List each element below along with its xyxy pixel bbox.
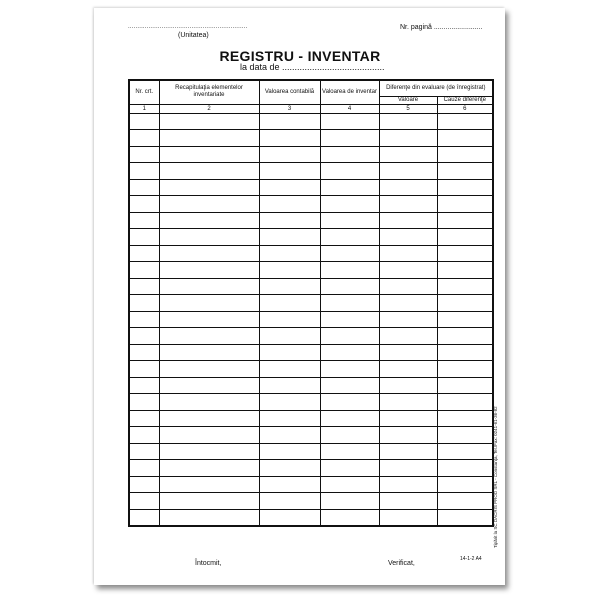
table-cell: [259, 196, 320, 213]
table-cell: [320, 163, 379, 180]
table-cell: [320, 278, 379, 295]
verified-by-label: Verificat,: [388, 560, 415, 567]
table-cell: [159, 113, 259, 130]
table-cell: [129, 394, 159, 411]
table-cell: [437, 113, 493, 130]
table-cell: [159, 130, 259, 147]
table-row: [129, 394, 493, 411]
table-cell: [129, 443, 159, 460]
table-row: [129, 163, 493, 180]
table-cell: [379, 245, 437, 262]
table-cell: [437, 262, 493, 279]
table-cell: [437, 245, 493, 262]
date-line: la data de .........................................: [240, 62, 385, 72]
table-cell: [159, 311, 259, 328]
table-cell: [129, 113, 159, 130]
table-cell: [259, 443, 320, 460]
table-cell: [259, 394, 320, 411]
table-cell: [129, 311, 159, 328]
table-row: [129, 278, 493, 295]
table-cell: [379, 196, 437, 213]
table-cell: [129, 328, 159, 345]
table-cell: [437, 146, 493, 163]
table-cell: [320, 509, 379, 526]
table-cell: [437, 212, 493, 229]
table-cell: [320, 262, 379, 279]
table-cell: [259, 427, 320, 444]
table-cell: [159, 212, 259, 229]
subcol-header-value: Valoare: [379, 96, 437, 104]
col-header-nr-crt: Nr. crt.: [129, 80, 159, 104]
table-cell: [437, 278, 493, 295]
column-number: 3: [259, 104, 320, 113]
table-cell: [129, 163, 159, 180]
table-cell: [437, 509, 493, 526]
table-row: [129, 361, 493, 378]
table-cell: [259, 245, 320, 262]
column-number-row: [129, 104, 493, 113]
table-row: [129, 179, 493, 196]
table-cell: [320, 410, 379, 427]
column-number: 6: [437, 104, 493, 113]
unit-label: (Unitatea): [178, 32, 209, 39]
table-cell: [379, 493, 437, 510]
table-row: [129, 443, 493, 460]
table-cell: [159, 196, 259, 213]
table-cell: [259, 410, 320, 427]
subcol-header-causes: Cauze diferenţe: [437, 96, 493, 104]
table-cell: [259, 212, 320, 229]
table-cell: [259, 295, 320, 312]
table-cell: [159, 361, 259, 378]
table-cell: [379, 212, 437, 229]
table-cell: [437, 179, 493, 196]
table-cell: [159, 476, 259, 493]
table-row: [129, 410, 493, 427]
table-cell: [437, 361, 493, 378]
table-cell: [320, 328, 379, 345]
prepared-by-label: Întocmit,: [195, 560, 222, 567]
inventory-table: [128, 79, 494, 527]
table-cell: [159, 344, 259, 361]
table-cell: [320, 179, 379, 196]
table-cell: [320, 377, 379, 394]
table-cell: [379, 377, 437, 394]
table-cell: [320, 460, 379, 477]
table-cell: [259, 130, 320, 147]
table-cell: [259, 476, 320, 493]
table-cell: [159, 460, 259, 477]
table-row: [129, 427, 493, 444]
table-row: [129, 509, 493, 526]
table-row: [129, 476, 493, 493]
table-cell: [129, 377, 159, 394]
table-cell: [379, 410, 437, 427]
table-cell: [379, 476, 437, 493]
table-cell: [259, 113, 320, 130]
table-row: [129, 493, 493, 510]
col-header-elements: Recapitulaţia elementelor inventariate: [159, 80, 259, 104]
table-cell: [379, 130, 437, 147]
table-cell: [320, 311, 379, 328]
table-cell: [437, 229, 493, 246]
table-cell: [259, 229, 320, 246]
table-cell: [129, 229, 159, 246]
table-cell: [320, 427, 379, 444]
table-cell: [129, 179, 159, 196]
col-header-book-value: Valoarea contabilă: [259, 80, 320, 104]
table-cell: [437, 410, 493, 427]
table-cell: [437, 344, 493, 361]
table-cell: [320, 212, 379, 229]
table-cell: [129, 245, 159, 262]
table-cell: [129, 427, 159, 444]
table-cell: [259, 262, 320, 279]
table-cell: [159, 146, 259, 163]
table-row: [129, 344, 493, 361]
table-cell: [379, 344, 437, 361]
table-cell: [437, 427, 493, 444]
page-number-field: Nr. pagină .........................: [400, 24, 483, 31]
table-body: [129, 113, 493, 526]
table-cell: [129, 212, 159, 229]
table-cell: [437, 476, 493, 493]
table-cell: [129, 509, 159, 526]
table-cell: [320, 130, 379, 147]
form-code: 14-1-2 A4: [460, 556, 482, 562]
table-cell: [159, 262, 259, 279]
table-cell: [259, 344, 320, 361]
table-cell: [379, 328, 437, 345]
table-cell: [320, 113, 379, 130]
table-cell: [129, 130, 159, 147]
table-cell: [129, 262, 159, 279]
table-cell: [129, 410, 159, 427]
table-row: [129, 262, 493, 279]
table-cell: [259, 179, 320, 196]
table-cell: [129, 295, 159, 312]
column-number: 4: [320, 104, 379, 113]
table-cell: [320, 394, 379, 411]
table-row: [129, 212, 493, 229]
table-cell: [129, 278, 159, 295]
table-cell: [379, 278, 437, 295]
column-number: 2: [159, 104, 259, 113]
table-cell: [320, 493, 379, 510]
table-cell: [320, 245, 379, 262]
table-cell: [129, 361, 159, 378]
table-cell: [379, 311, 437, 328]
table-cell: [129, 460, 159, 477]
table-cell: [159, 295, 259, 312]
table-row: [129, 113, 493, 130]
table-cell: [159, 410, 259, 427]
table-cell: [159, 179, 259, 196]
form-title: REGISTRU - INVENTAR: [219, 48, 381, 64]
col-header-inventory-value: Valoarea de inventar: [320, 80, 379, 104]
col-header-differences: Diferenţe din evaluare (de înregistrat): [379, 80, 493, 96]
table-row: [129, 245, 493, 262]
table-cell: [159, 509, 259, 526]
table-cell: [320, 295, 379, 312]
table-cell: [379, 179, 437, 196]
table-cell: [129, 476, 159, 493]
table-cell: [437, 163, 493, 180]
column-number: 5: [379, 104, 437, 113]
table-row: [129, 130, 493, 147]
table-header-row: [129, 80, 493, 96]
table-cell: [159, 443, 259, 460]
table-cell: [320, 146, 379, 163]
table-cell: [259, 377, 320, 394]
table-cell: [379, 146, 437, 163]
table-cell: [159, 245, 259, 262]
table-cell: [379, 427, 437, 444]
table-cell: [159, 229, 259, 246]
table-row: [129, 311, 493, 328]
table-cell: [159, 328, 259, 345]
printer-note: Tipărit la SC DACRIS PROD SRL - Constanţa, Tel./Fax: 0241-61-36-82: [493, 406, 498, 548]
table-cell: [159, 278, 259, 295]
table-row: [129, 460, 493, 477]
table-cell: [437, 311, 493, 328]
table-cell: [437, 377, 493, 394]
table-cell: [259, 460, 320, 477]
table-cell: [437, 460, 493, 477]
table-cell: [379, 460, 437, 477]
table-cell: [159, 427, 259, 444]
table-cell: [437, 443, 493, 460]
unit-name-line: ................................................................: [128, 24, 248, 30]
table-cell: [320, 361, 379, 378]
table-cell: [320, 229, 379, 246]
table-cell: [379, 443, 437, 460]
table-cell: [437, 328, 493, 345]
column-number: 1: [129, 104, 159, 113]
table-cell: [320, 476, 379, 493]
table-cell: [437, 295, 493, 312]
table-row: [129, 229, 493, 246]
table-row: [129, 196, 493, 213]
table-cell: [159, 493, 259, 510]
table-cell: [379, 361, 437, 378]
table-cell: [320, 196, 379, 213]
table-cell: [320, 344, 379, 361]
table-cell: [379, 262, 437, 279]
table-cell: [259, 493, 320, 510]
table-row: [129, 328, 493, 345]
table-cell: [437, 130, 493, 147]
table-cell: [379, 163, 437, 180]
table-cell: [259, 509, 320, 526]
table-cell: [379, 295, 437, 312]
table-cell: [159, 394, 259, 411]
table-cell: [437, 493, 493, 510]
table-cell: [159, 377, 259, 394]
table-cell: [129, 196, 159, 213]
table-cell: [159, 163, 259, 180]
table-cell: [129, 344, 159, 361]
table-cell: [379, 509, 437, 526]
table-cell: [379, 394, 437, 411]
table-cell: [259, 361, 320, 378]
table-cell: [437, 196, 493, 213]
table-cell: [379, 113, 437, 130]
table-cell: [259, 278, 320, 295]
table-row: [129, 377, 493, 394]
table-cell: [259, 328, 320, 345]
table-cell: [320, 443, 379, 460]
table-cell: [437, 394, 493, 411]
table-row: [129, 146, 493, 163]
table-cell: [259, 146, 320, 163]
table-cell: [259, 163, 320, 180]
table-row: [129, 295, 493, 312]
table-cell: [379, 229, 437, 246]
table-cell: [259, 311, 320, 328]
table-cell: [129, 146, 159, 163]
table-cell: [129, 493, 159, 510]
